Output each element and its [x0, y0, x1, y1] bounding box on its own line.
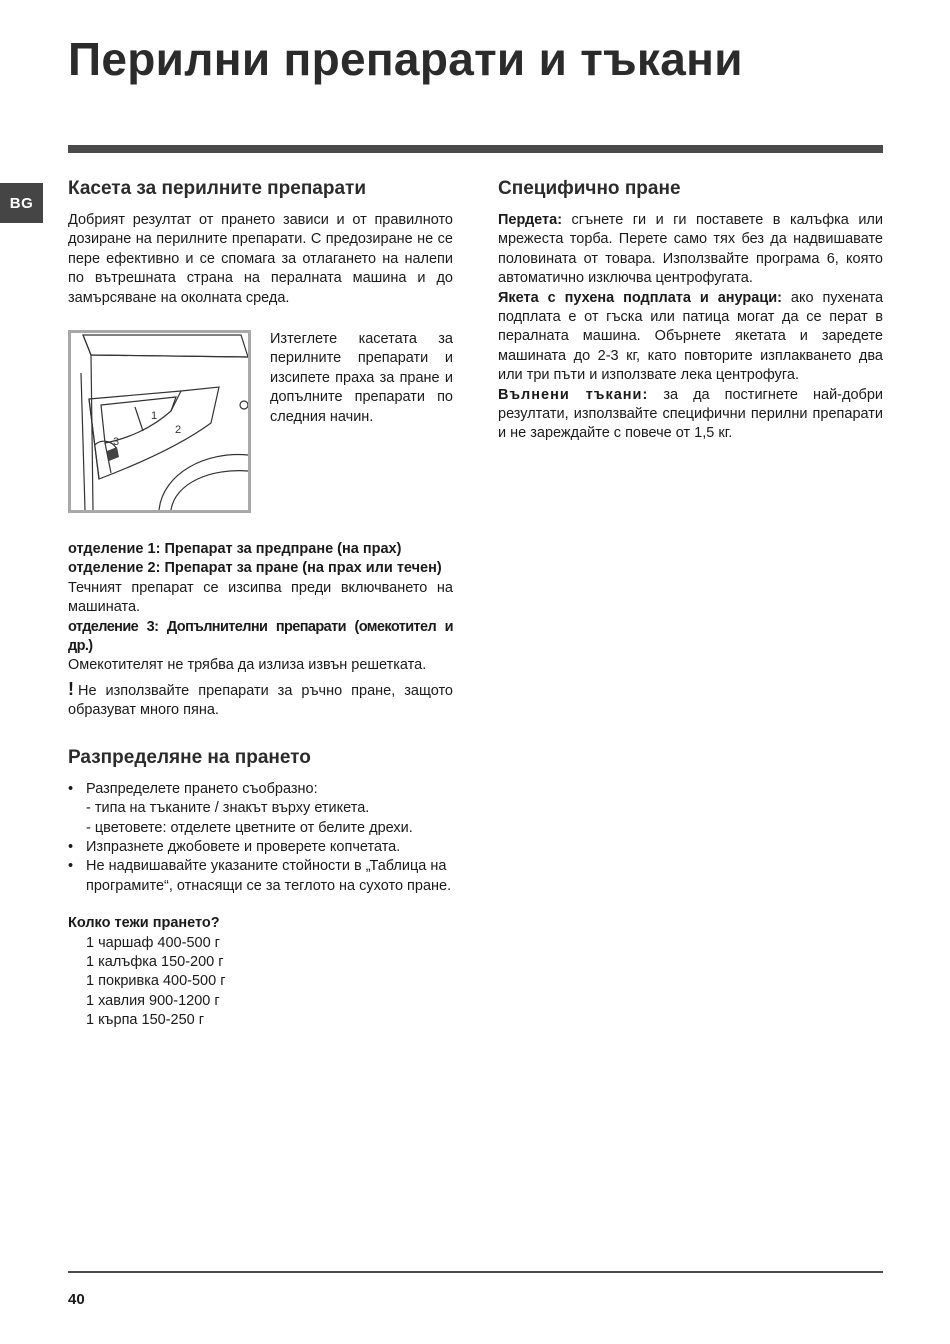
page-number: 40 [68, 1291, 85, 1308]
figure-label-3: 3 [113, 436, 120, 449]
footer-divider [68, 1271, 883, 1273]
warning-text: Не използвайте препарати за ръчно пране, защото образуват много пяна. [68, 682, 453, 719]
title-divider [68, 145, 883, 153]
compartment-1: отделение 1: Препарат за предпране (на прах) [68, 541, 402, 558]
jackets-label: Якета с пухена подплата и анураци: [498, 289, 782, 306]
curtains-paragraph [498, 211, 883, 289]
list-item [68, 780, 453, 838]
bullet-text: • Разпределете прането съобразно: [86, 780, 318, 797]
load-distribution-list [68, 780, 453, 896]
warning-icon: ! [68, 678, 74, 699]
bullet-subitem: - цветовете: отделете цветните от белите дрехи. [86, 819, 413, 836]
jackets-paragraph [498, 289, 883, 386]
special-washes-heading: Специфично пране [498, 178, 681, 199]
load-distribution-heading: Разпределяне на прането [68, 746, 311, 768]
weights-heading: Колко тежи прането? [68, 915, 220, 932]
warning-paragraph [68, 680, 453, 721]
compartment-3: отделение 3: Допълнителни препарати (омекотител и др.) [68, 618, 453, 655]
detergent-drawer-heading: Касета за перилните препарати [68, 178, 367, 199]
figure-caption: Изтеглете касетата за перилните препарати и изсипете праха за пране и допълните препарати по следния начин. [270, 331, 453, 425]
page-title: Перилни препарати и тъкани [68, 33, 743, 85]
weight-item: 1 покривка 400-500 г [86, 973, 226, 990]
detergent-drawer-illustration [68, 330, 251, 513]
weight-item: 1 калъфка 150-200 г [86, 953, 224, 970]
weight-item: 1 чаршаф 400-500 г [86, 934, 220, 951]
drawer-figure-block [68, 330, 453, 518]
weight-item: 1 хавлия 900-1200 г [86, 992, 220, 1009]
wool-paragraph [498, 386, 883, 444]
detergent-intro: Добрият резултат от прането зависи и от правилното дозиране на перилните препарати. С предозиране не се пере ефективно и се спомага за отлагането на налепи по вътрешната страна на пералната машина и до замърсяване на околната среда. [68, 212, 453, 306]
weights-list [68, 934, 453, 1031]
bullet-subitem: - типа на тъканите / знакът върху етикета. [86, 800, 370, 817]
wool-text: за да постигнете най-добри резултати, използвайте специфични перилни препарати и не зареждайте с повече от 1,5 кг. [498, 386, 883, 442]
figure-label-1: 1 [151, 410, 158, 423]
curtains-label: Пердета: [498, 212, 563, 228]
weight-item: 1 кърпа 150-250 г [86, 1012, 205, 1029]
jackets-text: ако пухената подплата е от гъска или патица могат да се перат в пералната машина. Обърнете якетата и заредете машината до 2-3 кг, като повторите изплакването два или три пъти и използвате лека центрофуга. [498, 289, 884, 384]
compartments-list [68, 540, 453, 721]
drawer-drawing [71, 333, 248, 510]
left-column [68, 176, 453, 1031]
wool-label: Вълнени тъкани: [498, 386, 649, 403]
language-tab: BG [0, 183, 43, 223]
list-item: • Не надвишавайте указаните стойности в „Таблица на програмите“, отнасящи се за теглото на сухото пране. [68, 857, 453, 896]
compartment-2-note: Течният препарат се изсипва преди включването на машината. [68, 579, 453, 616]
curtains-text: сгънете ги и ги поставете в калъфка или мрежеста торба. Перете само тях без да надвишавате половината от товара. Използвайте програма 6, която автоматично изключва центрофугата. [498, 212, 883, 287]
compartment-3-note: Омекотителят не трябва да излиза извън решетката. [68, 657, 427, 674]
figure-label-2: 2 [175, 424, 182, 437]
compartment-2: отделение 2: Препарат за пране (на прах или течен) [68, 560, 442, 577]
list-item: • Изпразнете джобовете и проверете копчетата. [68, 838, 453, 857]
right-column [498, 176, 883, 444]
